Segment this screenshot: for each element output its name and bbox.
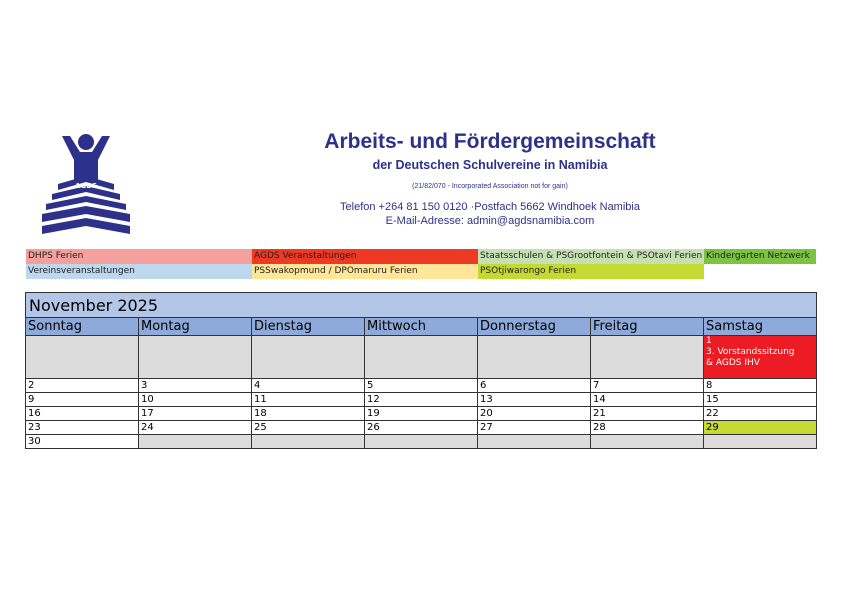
day-cell-empty [26,336,139,379]
logo-text: AGDS [74,182,98,190]
event-text: & AGDS IHV [706,358,760,368]
legend [26,249,816,279]
day-cell[interactable]: 7 [591,379,704,393]
day-cell-ferien[interactable]: 29 [704,421,817,435]
day-cell[interactable]: 15 [704,393,817,407]
day-cell[interactable]: 22 [704,407,817,421]
legend-dhps-ferien: DHPS Ferien [26,249,252,264]
legend-psotjiwarongo-ferien: PSOtjiwarongo Ferien [478,264,704,279]
week-row [26,379,817,393]
week-row [26,393,817,407]
day-cell[interactable]: 6 [478,379,591,393]
day-cell[interactable]: 25 [252,421,365,435]
legend-staatsschulen-ferien: Staatsschulen & PSGrootfontein & PSOtavi Ferien [478,249,704,264]
day-cell[interactable]: 18 [252,407,365,421]
day-number: 1 [706,336,712,346]
org-subtitle: der Deutschen Schulvereine in Namibia [372,158,608,172]
day-cell-empty [478,435,591,449]
day-cell[interactable]: 14 [591,393,704,407]
day-cell[interactable]: 21 [591,407,704,421]
registration-note: (21/82/070 - Incorporated Association not for gain) [412,183,568,190]
day-header: Sonntag [26,318,139,336]
day-cell[interactable]: 19 [365,407,478,421]
day-cell-empty [365,336,478,379]
day-cell[interactable]: 13 [478,393,591,407]
day-header: Mittwoch [365,318,478,336]
month-title: November 2025 [26,293,817,318]
day-cell-empty [478,336,591,379]
day-cell[interactable]: 24 [139,421,252,435]
legend-vereinsveranstaltungen: Vereinsveranstaltungen [26,264,252,279]
day-cell[interactable]: 11 [252,393,365,407]
day-cell-empty [365,435,478,449]
day-cell[interactable]: 9 [26,393,139,407]
day-cell[interactable]: 20 [478,407,591,421]
legend-psswakopmund-ferien: PSSwakopmund / DPOmaruru Ferien [252,264,478,279]
day-cell[interactable]: 28 [591,421,704,435]
day-header: Dienstag [252,318,365,336]
day-header: Donnerstag [478,318,591,336]
org-title: Arbeits- und Fördergemeinschaft [324,130,656,153]
day-cell-event[interactable] [704,336,817,379]
legend-agds-veranstaltungen: AGDS Veranstaltungen [252,249,478,264]
calendar-table [25,292,817,449]
day-cell[interactable]: 5 [365,379,478,393]
day-cell[interactable]: 26 [365,421,478,435]
day-cell[interactable]: 27 [478,421,591,435]
day-cell-empty [139,336,252,379]
week-row [26,421,817,435]
day-cell[interactable]: 17 [139,407,252,421]
day-header: Samstag [704,318,817,336]
day-cell-empty [704,435,817,449]
week-row [26,336,817,379]
week-row [26,435,817,449]
contact-email[interactable]: E-Mail-Adresse: admin@agdsnamibia.com [385,215,595,227]
day-header: Montag [139,318,252,336]
event-text: 3. Vorstandssitzung [706,347,795,357]
day-cell[interactable]: 16 [26,407,139,421]
day-cell-empty [139,435,252,449]
day-cell[interactable]: 3 [139,379,252,393]
day-cell-empty [252,336,365,379]
day-cell-empty [591,435,704,449]
day-cell-empty [591,336,704,379]
contact-telephone: Telefon +264 81 150 0120 ·Postfach 5662 Windhoek Namibia [340,201,640,213]
day-cell[interactable]: 30 [26,435,139,449]
agds-logo [40,132,132,240]
day-cell[interactable]: 10 [139,393,252,407]
week-row [26,407,817,421]
day-cell-empty [252,435,365,449]
day-cell[interactable]: 4 [252,379,365,393]
day-cell[interactable]: 8 [704,379,817,393]
day-cell[interactable]: 12 [365,393,478,407]
day-cell[interactable]: 23 [26,421,139,435]
day-header: Freitag [591,318,704,336]
legend-kindergarten-netzwerk: Kindergarten Netzwerk [704,249,816,264]
day-cell[interactable]: 2 [26,379,139,393]
